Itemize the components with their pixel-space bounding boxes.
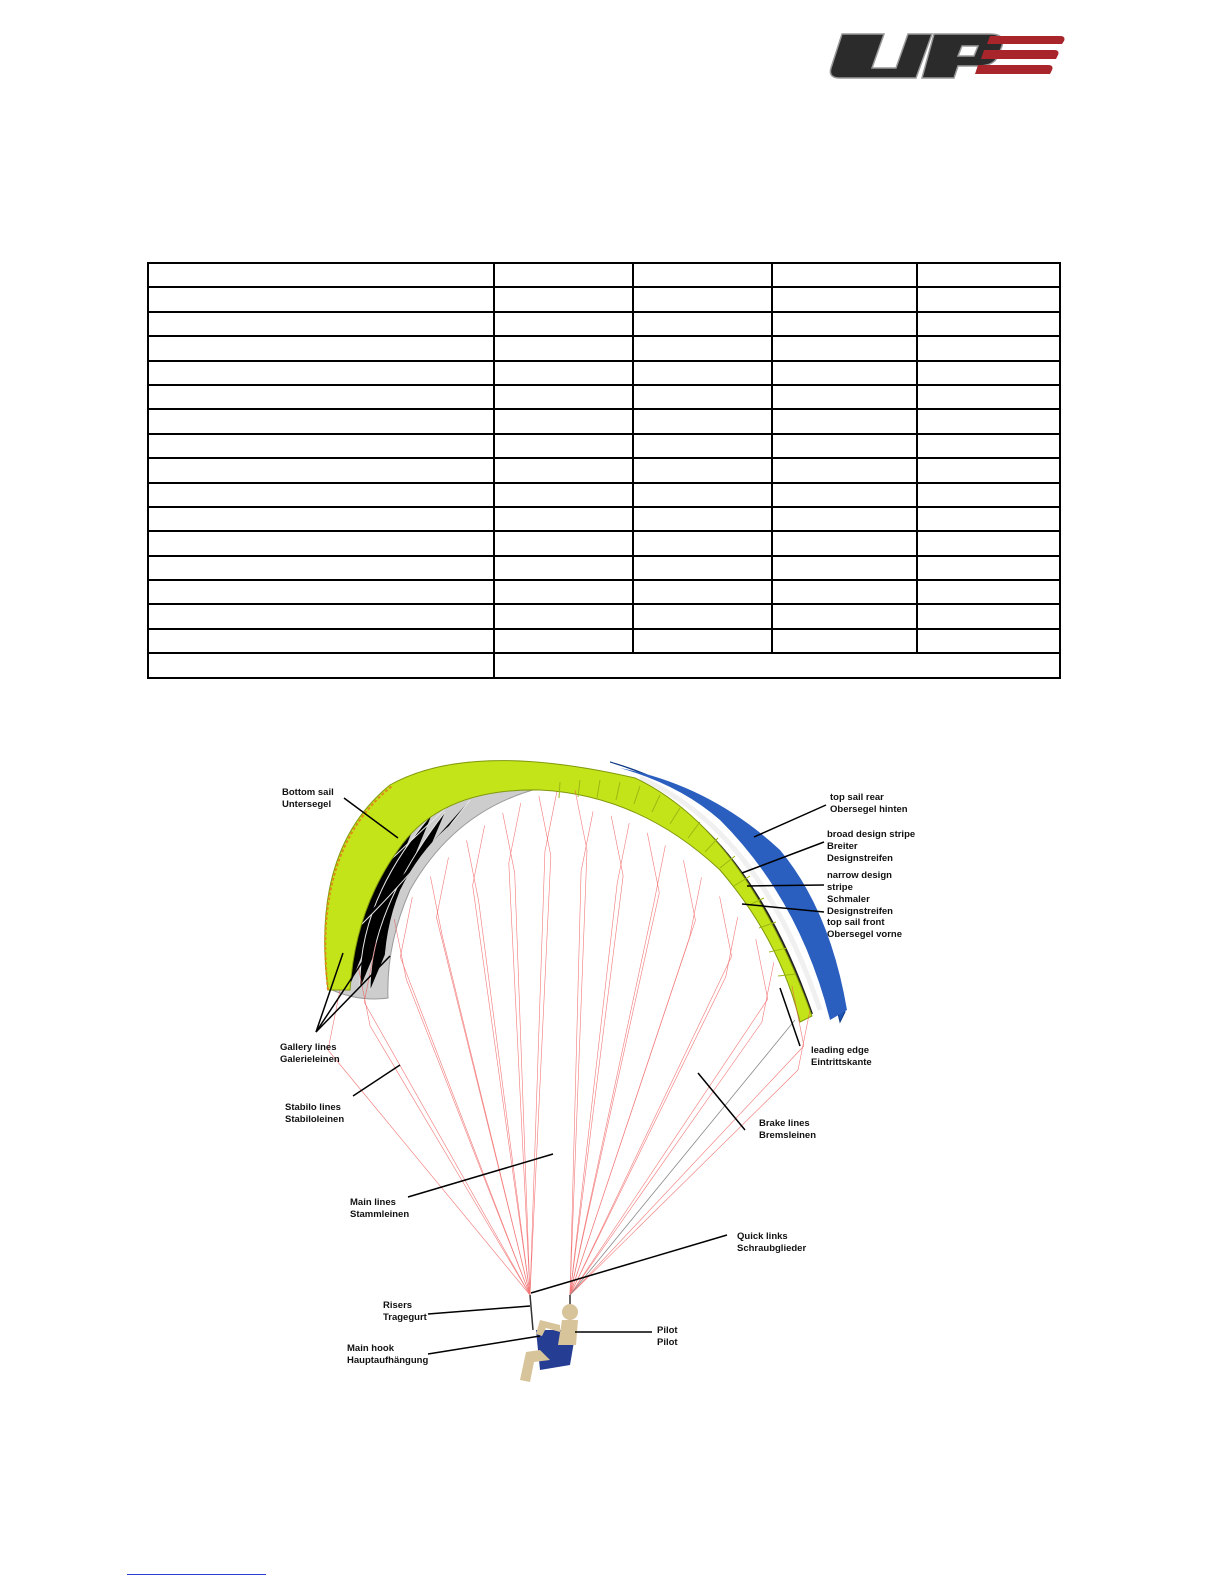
label-main-lines <box>350 1197 409 1220</box>
svg-text:Bremsleinen: Bremsleinen <box>759 1130 817 1141</box>
main-line <box>570 883 617 1295</box>
spec-table-cell <box>917 434 1060 458</box>
pilot <box>520 1304 578 1382</box>
spec-table-cell <box>772 312 917 336</box>
spec-table-cell <box>772 336 917 360</box>
svg-text:Quick links: Quick links <box>737 1231 788 1242</box>
main-line <box>370 1026 530 1295</box>
spec-table-cell <box>633 409 772 433</box>
spec-table-cell <box>633 531 772 555</box>
svg-text:Stammleinen: Stammleinen <box>350 1209 410 1220</box>
svg-text:Untersegel: Untersegel <box>282 799 332 810</box>
svg-text:Brake lines: Brake lines <box>759 1118 810 1129</box>
spec-table-cell <box>148 458 494 482</box>
spec-table-cell <box>148 653 494 677</box>
svg-text:Obersegel vorne: Obersegel vorne <box>827 929 902 940</box>
suspension-line <box>653 845 665 905</box>
spec-table-cell <box>917 604 1060 628</box>
main-line <box>570 871 581 1295</box>
spec-table-row <box>148 263 1060 287</box>
svg-text:Designstreifen: Designstreifen <box>827 853 893 864</box>
spec-table-cell <box>917 580 1060 604</box>
main-line <box>570 1022 762 1295</box>
spec-table-cell <box>633 385 772 409</box>
spec-table-cell <box>917 361 1060 385</box>
main-line <box>570 977 726 1295</box>
suspension-line <box>581 811 593 871</box>
spec-table-cell <box>148 580 494 604</box>
label-risers <box>383 1300 428 1323</box>
spec-table-cell <box>772 458 917 482</box>
svg-text:Risers: Risers <box>383 1300 413 1311</box>
suspension-line <box>683 860 695 920</box>
spec-table-cell <box>633 312 772 336</box>
svg-text:Eintrittskante: Eintrittskante <box>811 1057 872 1068</box>
suspension-line <box>611 816 623 876</box>
spec-table-cell <box>633 580 772 604</box>
suspension-line <box>436 857 448 917</box>
label-top-sail-front <box>827 917 902 940</box>
spec-table-cell <box>633 434 772 458</box>
spec-table-cell <box>633 483 772 507</box>
paraglider-diagram <box>240 740 940 1400</box>
suspension-line <box>539 796 551 856</box>
suspension-line <box>690 877 702 937</box>
spec-table-cell <box>633 336 772 360</box>
spec-table-cell <box>772 507 917 531</box>
spec-table-cell <box>633 629 772 653</box>
spec-table-row <box>148 385 1060 409</box>
spec-table-cell <box>494 556 633 580</box>
label-narrow-design-stripe <box>827 870 893 917</box>
suspension-line <box>394 919 406 979</box>
svg-text:leading edge: leading edge <box>811 1045 870 1056</box>
spec-table-cell <box>633 361 772 385</box>
spec-table-cell <box>772 531 917 555</box>
main-line <box>400 957 530 1295</box>
main-line <box>515 873 530 1295</box>
svg-text:Tragegurt: Tragegurt <box>383 1312 427 1323</box>
spec-table-cell <box>148 604 494 628</box>
main-line <box>364 1002 530 1295</box>
spec-table-row <box>148 336 1060 360</box>
spec-table-cell <box>917 287 1060 311</box>
spec-table-cell <box>494 312 633 336</box>
footer-link-underline[interactable] <box>127 1574 266 1575</box>
spec-table-cell <box>917 556 1060 580</box>
spec-table-body <box>148 263 1060 678</box>
spec-table-cell <box>494 629 633 653</box>
spec-table-cell <box>494 361 633 385</box>
svg-text:Main hook: Main hook <box>347 1343 394 1354</box>
svg-text:Schraubglieder: Schraubglieder <box>737 1243 807 1254</box>
svg-text:Obersegel hinten: Obersegel hinten <box>830 804 908 815</box>
suspension-line <box>509 803 521 863</box>
spec-table-cell <box>633 556 772 580</box>
main-line <box>406 979 530 1295</box>
riser-left <box>530 1295 533 1330</box>
spec-table-cell <box>633 287 772 311</box>
suspension-line <box>756 939 768 999</box>
suspension-line <box>617 823 629 883</box>
spec-table-row <box>148 629 1060 653</box>
spec-table-cell <box>148 336 494 360</box>
spec-table-cell <box>494 434 633 458</box>
svg-text:Main lines: Main lines <box>350 1197 396 1208</box>
suspension-line <box>726 917 738 977</box>
spec-table-cell <box>917 629 1060 653</box>
suspension-line <box>720 896 732 956</box>
svg-text:Bottom sail: Bottom sail <box>282 787 334 798</box>
label-broad-design-stripe <box>827 829 915 864</box>
main-line <box>479 900 530 1295</box>
svg-text:Gallery lines: Gallery lines <box>280 1042 337 1053</box>
spec-table-cell <box>494 385 633 409</box>
spec-table-cell <box>633 507 772 531</box>
spec-table-cell <box>148 263 494 287</box>
spec-table <box>147 262 1061 679</box>
spec-table-cell <box>772 434 917 458</box>
spec-table-row <box>148 458 1060 482</box>
spec-table-cell <box>772 263 917 287</box>
spec-table-cell <box>148 483 494 507</box>
svg-text:Designstreifen: Designstreifen <box>827 906 893 917</box>
spec-table-cell <box>148 385 494 409</box>
main-line <box>570 956 732 1295</box>
label-pilot <box>657 1325 678 1348</box>
spec-table-cell <box>494 531 633 555</box>
spec-table-row <box>148 507 1060 531</box>
main-line <box>570 1046 807 1295</box>
spec-table-cell <box>772 361 917 385</box>
spec-table-row <box>148 483 1060 507</box>
spec-table-cell <box>772 287 917 311</box>
spec-table-cell <box>917 483 1060 507</box>
svg-text:Galerieleinen: Galerieleinen <box>280 1054 340 1065</box>
label-gallery-lines <box>280 1042 340 1065</box>
spec-table-cell <box>494 287 633 311</box>
spec-table-cell <box>633 604 772 628</box>
svg-text:stripe: stripe <box>827 882 853 893</box>
main-line <box>530 851 545 1295</box>
spec-table-cell <box>148 361 494 385</box>
svg-text:Pilot: Pilot <box>657 1325 678 1336</box>
label-main-hook <box>347 1343 428 1366</box>
spec-table-row <box>148 653 1060 677</box>
label-bottom-sail <box>282 787 334 810</box>
spec-table-cell <box>917 385 1060 409</box>
spec-table-row <box>148 287 1060 311</box>
spec-table-cell <box>494 483 633 507</box>
spec-table-row <box>148 434 1060 458</box>
suspension-line <box>545 791 557 851</box>
spec-table-row <box>148 409 1060 433</box>
svg-text:Stabilo lines: Stabilo lines <box>285 1102 341 1113</box>
svg-text:Pilot: Pilot <box>657 1337 678 1348</box>
spec-table-cell <box>917 336 1060 360</box>
spec-table-cell <box>494 507 633 531</box>
spec-table-cell <box>148 434 494 458</box>
spec-table-cell <box>917 531 1060 555</box>
spec-table-cell <box>772 604 917 628</box>
spec-table-cell <box>772 385 917 409</box>
spec-table-cell <box>772 580 917 604</box>
svg-text:Hauptaufhängung: Hauptaufhängung <box>347 1355 429 1366</box>
logo-red-bars <box>975 36 1065 74</box>
spec-table-cell <box>917 312 1060 336</box>
spec-table-cell <box>772 556 917 580</box>
main-line <box>570 937 690 1295</box>
spec-table-row <box>148 361 1060 385</box>
spec-table-cell <box>772 483 917 507</box>
spec-table-row <box>148 531 1060 555</box>
spec-table-cell <box>917 458 1060 482</box>
main-line <box>570 1070 798 1295</box>
main-line <box>473 885 530 1295</box>
label-leading-edge <box>811 1045 872 1068</box>
spec-table-cell <box>148 507 494 531</box>
spec-table-cell <box>917 263 1060 287</box>
spec-table-cell <box>917 507 1060 531</box>
svg-text:broad design stripe: broad design stripe <box>827 829 916 840</box>
label-quick-links <box>737 1231 806 1254</box>
spec-table-row <box>148 604 1060 628</box>
spec-table-cell <box>633 458 772 482</box>
spec-table-cell <box>772 629 917 653</box>
suspension-line <box>762 962 774 1022</box>
spec-table-cell <box>633 263 772 287</box>
svg-text:top sail rear: top sail rear <box>830 792 884 803</box>
suspension-line <box>575 790 587 850</box>
pilot-head <box>562 1304 578 1320</box>
spec-table-cell <box>148 312 494 336</box>
spec-table-row <box>148 556 1060 580</box>
spec-table-cell <box>917 409 1060 433</box>
main-line <box>570 893 659 1295</box>
spec-table-cell <box>148 287 494 311</box>
suspension-line <box>467 840 479 900</box>
spec-table-row <box>148 580 1060 604</box>
spec-table-cell <box>494 409 633 433</box>
svg-text:Breiter: Breiter <box>827 841 858 852</box>
up-logo <box>822 28 1068 84</box>
spec-table-cell <box>494 580 633 604</box>
svg-text:narrow design: narrow design <box>827 870 892 881</box>
spec-table-cell <box>148 409 494 433</box>
main-line <box>530 856 551 1295</box>
spec-table-cell <box>148 629 494 653</box>
spec-table-cell <box>772 409 917 433</box>
label-stabilo-lines <box>285 1102 344 1125</box>
spec-table-cell <box>494 263 633 287</box>
spec-table-cell <box>494 336 633 360</box>
svg-text:Stabiloleinen: Stabiloleinen <box>285 1114 345 1125</box>
suspension-line <box>473 825 485 885</box>
main-line <box>509 863 530 1295</box>
spec-table-cell <box>494 653 1060 677</box>
suspension-line <box>430 876 442 936</box>
spec-table-cell <box>148 531 494 555</box>
svg-text:Schmaler: Schmaler <box>827 894 870 905</box>
spec-table-cell <box>494 604 633 628</box>
label-brake-lines <box>759 1118 816 1141</box>
svg-text:top sail front: top sail front <box>827 917 885 928</box>
spec-table-cell <box>148 556 494 580</box>
label-top-sail-rear <box>830 792 908 815</box>
spec-table-cell <box>494 458 633 482</box>
spec-table-row <box>148 312 1060 336</box>
